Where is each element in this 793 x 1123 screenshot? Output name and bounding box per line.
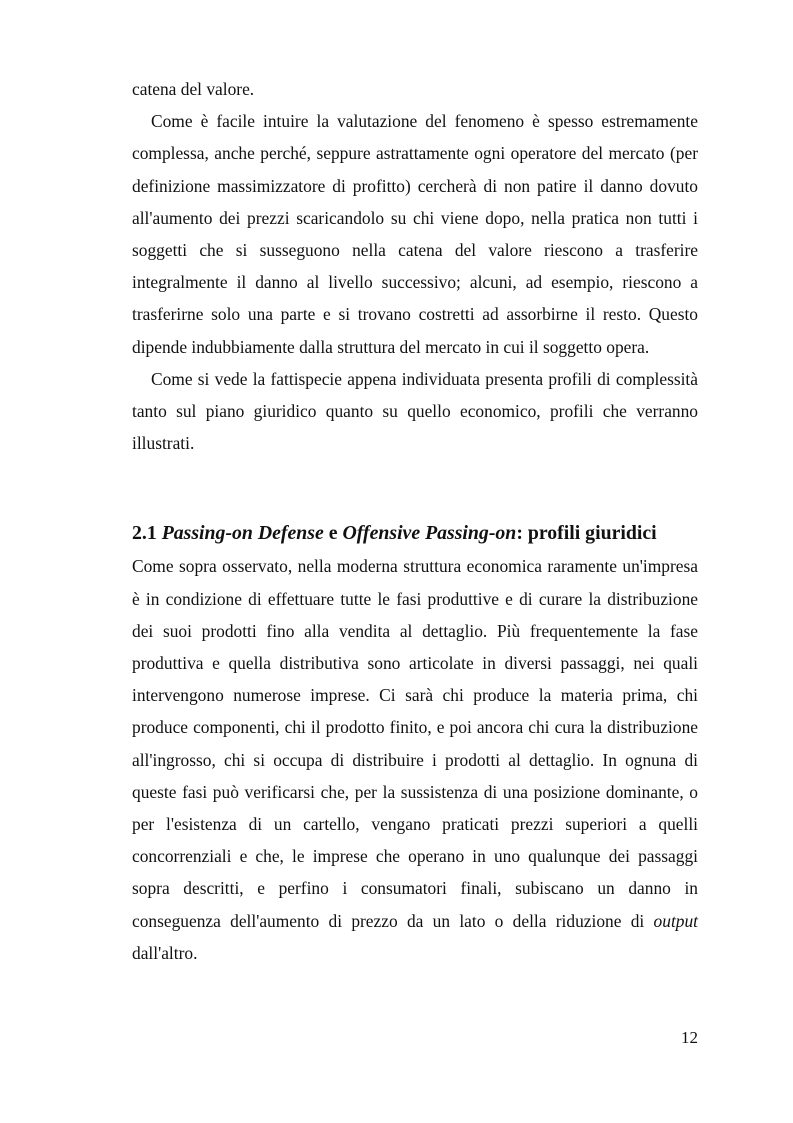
section-heading bbox=[132, 519, 698, 547]
paragraph-production-chain-text: Come sopra osservato, nella moderna struttura economica raramente un'impresa è in condizione di effettuare tutte le fasi produttive e di curare la distribuzione dei suoi prodotti fino alla vendita al dettaglio. Più frequentemente la fase produttiva e quella distributiva sono articolate in diversi passaggi, nei quali intervengono numerose imprese. Ci sarà chi produce la materia prima, chi produce componenti, chi il prodotto finito, e poi ancora chi cura la distribuzione all'ingrosso, chi si occupa di distribuire i prodotti al dettaglio. In ognuna di queste fasi può verificarsi che, per la sussistenza di una posizione dominante, o per l'esistenza di un cartello, vengano praticati prezzi superiori a quelli concorrenziali e che, le imprese che operano in uno qualunque dei passaggi sopra descritti, e perfino i consumatori finali, subiscano un danno in conseguenza dell'aumento di prezzo da un lato o della riduzione di bbox=[132, 556, 698, 931]
section-suffix: : profili giuridici bbox=[516, 522, 657, 545]
section-number: 2.1 bbox=[132, 522, 157, 545]
paragraph-continuation: catena del valore. bbox=[132, 79, 255, 99]
paragraph-valuation-complexity: Come è facile intuire la valutazione del fenomeno è spesso estremamente complessa, anche perché, seppure astrattamente ogni operatore del mercato (per definizione massimizzatore di profitto) cercherà di non patire il danno dovuto all'aumento dei prezzi scaricandolo su chi viene dopo, nella pratica non tutti i soggetti che si susseguono nella catena del valore riescono a trasferire integralmente il danno al livello successivo; alcuni, ad esempio, riescono a trasferirne solo una parte e si trovano costretti ad assorbirne il resto. Questo dipende indubbiamente dalla struttura del mercato in cui il soggetto opera. bbox=[132, 111, 698, 357]
paragraph-production-chain bbox=[132, 550, 698, 969]
section-term-passing-on-defense: Passing-on Defense bbox=[161, 522, 324, 545]
italic-term-output: output bbox=[653, 910, 698, 931]
paragraph-legal-economic-profiles: Come si vede la fattispecie appena individuata presenta profili di complessità tanto sul piano giuridico quanto su quello economico, profili che verranno illustrati. bbox=[132, 368, 698, 454]
section-conjunction: e bbox=[328, 522, 338, 545]
section-term-offensive-passing-on: Offensive Passing-on bbox=[342, 522, 517, 545]
page-number: 12 bbox=[681, 1028, 698, 1047]
paragraph-production-chain-end: dall'altro. bbox=[132, 942, 198, 963]
document-body bbox=[132, 73, 698, 969]
